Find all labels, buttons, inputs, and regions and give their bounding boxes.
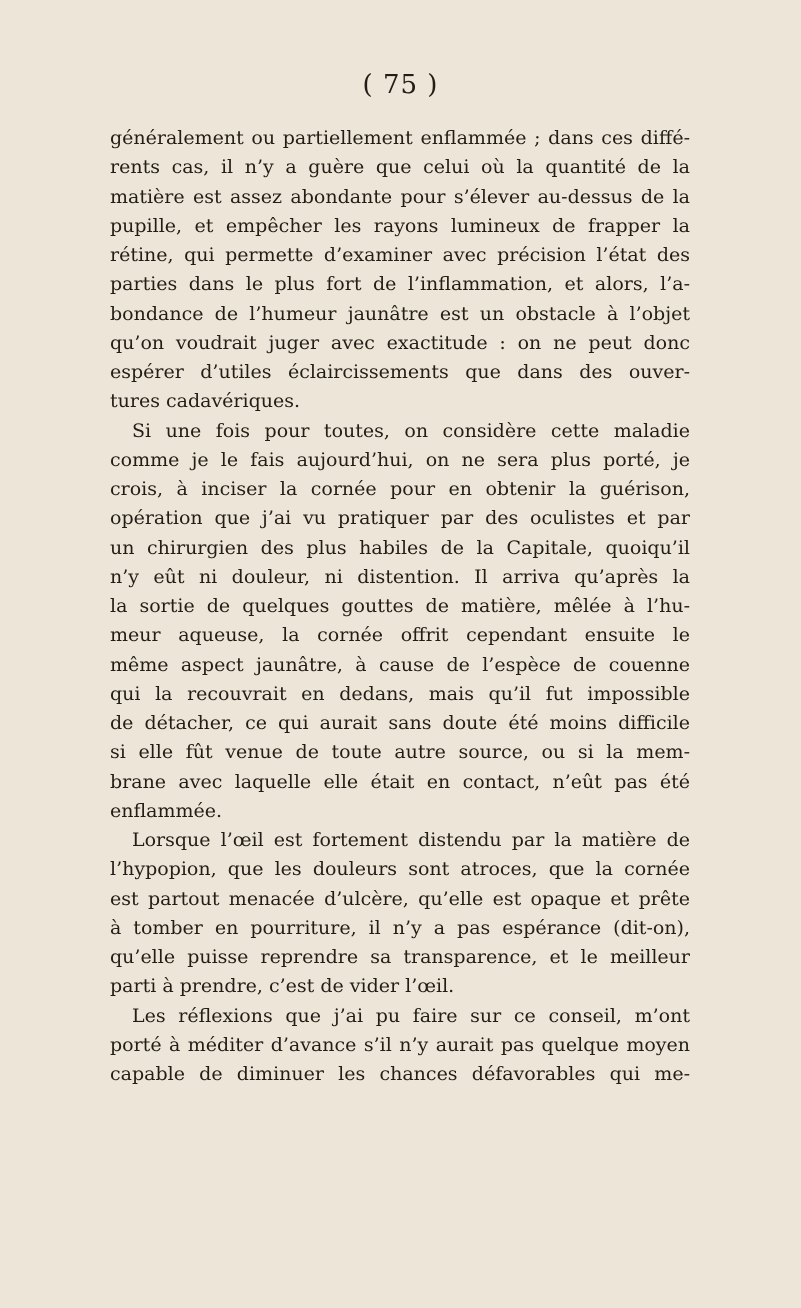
page-number: ( 75 ) bbox=[362, 70, 439, 100]
text-line: n’y eût ni douleur, ni distention. Il arriva qu’après la bbox=[110, 565, 690, 588]
text-line: pupille, et empêcher les rayons lumineux de frapper la bbox=[110, 214, 690, 237]
text-line: Si une fois pour toutes, on considère cette maladie bbox=[132, 419, 690, 442]
text-line: parti à prendre, c’est de vider l’œil. bbox=[110, 975, 455, 998]
text-line: qu’on voudrait juger avec exactitude : on ne peut donc bbox=[110, 331, 690, 354]
body-text bbox=[110, 124, 690, 1089]
text-line: enflammée. bbox=[110, 799, 223, 822]
text-line: est partout menacée d’ulcère, qu’elle est opaque et prête bbox=[110, 887, 690, 910]
text-line: un chirurgien des plus habiles de la Capitale, quoiqu’il bbox=[110, 536, 690, 559]
text-line: meur aqueuse, la cornée offrit cependant ensuite le bbox=[110, 624, 690, 647]
text-line: rents cas, il n’y a guère que celui où la quantité de la bbox=[110, 156, 690, 179]
text-line: Les réflexions que j’ai pu faire sur ce conseil, m’ont bbox=[132, 1004, 690, 1027]
text-line: espérer d’utiles éclaircissements que dans des ouver- bbox=[110, 361, 690, 383]
text-line: comme je le fais aujourd’hui, on ne sera plus porté, je bbox=[110, 448, 690, 471]
text-line: parties dans le plus fort de l’inflammation, et alors, l’a- bbox=[110, 273, 690, 296]
text-line: opération que j’ai vu pratiquer par des oculistes et par bbox=[110, 507, 690, 530]
text-line: qu’elle puisse reprendre sa transparence, et le meilleur bbox=[110, 946, 690, 968]
text-line: rétine, qui permette d’examiner avec précision l’état des bbox=[110, 244, 690, 266]
text-line: même aspect jaunâtre, à cause de l’espèce de couenne bbox=[110, 653, 690, 676]
text-line: de détacher, ce qui aurait sans doute été moins difficile bbox=[110, 712, 690, 734]
text-line: à tomber en pourriture, il n’y a pas espérance (dit-on), bbox=[110, 916, 690, 939]
text-line: matière est assez abondante pour s’élever au-dessus de la bbox=[110, 185, 690, 208]
text-line: tures cadavériques. bbox=[110, 390, 301, 413]
text-line: l’hypopion, que les douleurs sont atroces, que la cornée bbox=[110, 858, 690, 881]
text-line: porté à méditer d’avance s’il n’y aurait pas quelque moyen bbox=[110, 1033, 690, 1056]
text-line: qui la recouvrait en dedans, mais qu’il fut impossible bbox=[110, 682, 690, 705]
text-line: Lorsque l’œil est fortement distendu par la matière de bbox=[132, 829, 690, 851]
text-line: crois, à inciser la cornée pour en obtenir la guérison, bbox=[110, 478, 690, 500]
text-line: capable de diminuer les chances défavorables qui me- bbox=[110, 1063, 690, 1085]
text-line: brane avec laquelle elle était en contact, n’eût pas été bbox=[110, 770, 690, 793]
text-line: généralement ou partiellement enflammée ; dans ces diffé- bbox=[110, 127, 690, 149]
text-line: si elle fût venue de toute autre source, ou si la mem- bbox=[110, 741, 690, 764]
text-line: bondance de l’humeur jaunâtre est un obstacle à l’objet bbox=[110, 302, 690, 325]
text-line: la sortie de quelques gouttes de matière, mêlée à l’hu- bbox=[110, 595, 690, 617]
